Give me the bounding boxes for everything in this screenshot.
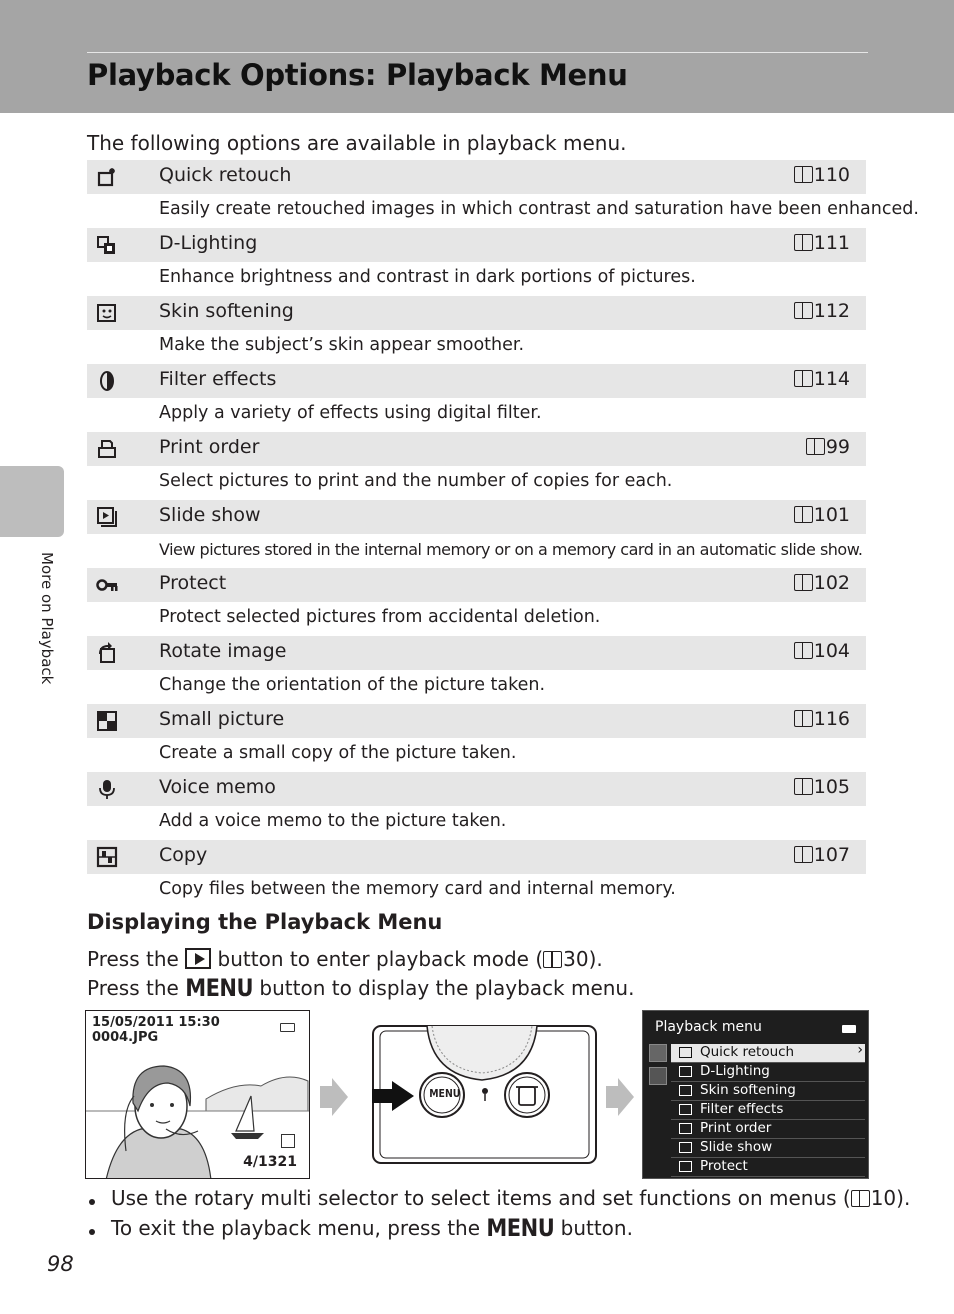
page-ref-icon (794, 642, 813, 659)
print-order-icon (96, 438, 118, 460)
option-description: View pictures stored in the internal memory or on a memory card in an automatic slide show. (159, 540, 863, 559)
bullet-item: Use the rotary multi selector to select items and set functions on menus ( 10). (87, 1186, 887, 1216)
page-ref-icon (794, 370, 813, 387)
playback-menu-item[interactable]: Skin softening (671, 1082, 865, 1101)
menu-tabs (649, 1044, 669, 1174)
page-ref-icon (794, 234, 813, 251)
option-page-ref: 110 (794, 164, 850, 186)
arrow-right-icon (318, 1076, 350, 1118)
option-description: Select pictures to print and the number of copies for each. (159, 471, 673, 491)
side-tab (0, 466, 64, 537)
option-name: Voice memo (159, 776, 276, 798)
option-row-skin-softening (87, 296, 866, 330)
bullet-item: To exit the playback menu, press the MENU button. (87, 1216, 887, 1246)
instruction-line-1: Press the button to enter playback mode ( 30). (87, 947, 603, 971)
rotate-image-icon (96, 642, 118, 664)
option-row-copy (87, 840, 866, 874)
option-description: Apply a variety of effects using digital filter. (159, 403, 542, 423)
setup-tab-icon[interactable] (649, 1067, 667, 1085)
option-name: Protect (159, 572, 227, 594)
option-description-row (87, 398, 866, 432)
playback-menu-item[interactable]: Filter effects (671, 1101, 865, 1120)
option-row-voice-memo (87, 772, 866, 806)
playback-button-icon (185, 948, 211, 969)
option-name: Small picture (159, 708, 285, 730)
option-description-row (87, 262, 866, 296)
option-description-row (87, 330, 866, 364)
option-page-ref: 99 (806, 436, 850, 458)
option-page-ref: 107 (794, 844, 850, 866)
option-description-row (87, 534, 866, 568)
page-ref-icon (794, 302, 813, 319)
playback-tab-icon[interactable] (649, 1044, 667, 1062)
option-name: Print order (159, 436, 260, 458)
option-row-protect (87, 568, 866, 602)
menu-item-icon (679, 1085, 692, 1096)
option-name: Filter effects (159, 368, 277, 390)
intro-text: The following options are available in playback menu. (87, 131, 627, 155)
menu-button-label: MENU (185, 974, 254, 1002)
playback-menu-screen (642, 1010, 869, 1179)
option-name: Slide show (159, 504, 261, 526)
option-name: Rotate image (159, 640, 287, 662)
instruction-line-2: Press the MENU button to display the playback menu. (87, 974, 635, 1002)
page-ref-icon (794, 778, 813, 795)
option-page-ref: 116 (794, 708, 850, 730)
option-page-ref: 114 (794, 368, 850, 390)
camera-screen-info: 15/05/2011 15:30 0004.JPG (92, 1015, 220, 1045)
option-description: Create a small copy of the picture taken. (159, 743, 517, 763)
page-header (0, 0, 954, 113)
menu-item-icon (679, 1161, 692, 1172)
page-ref-icon (794, 574, 813, 591)
option-name: D-Lighting (159, 232, 258, 254)
page-ref-icon (794, 166, 813, 183)
option-row-d-lighting (87, 228, 866, 262)
option-description-row (87, 738, 866, 772)
option-row-quick-retouch (87, 160, 866, 194)
camera-playback-screen (85, 1010, 310, 1179)
option-name: Skin softening (159, 300, 294, 322)
page-ref-icon (794, 710, 813, 727)
option-page-ref: 105 (794, 776, 850, 798)
option-description-row (87, 806, 866, 840)
option-description-row (87, 874, 866, 908)
bullet-list (87, 1186, 911, 1246)
filter-effects-icon (96, 370, 118, 392)
option-description: Change the orientation of the picture taken. (159, 675, 546, 695)
menu-item-icon (679, 1066, 692, 1077)
option-page-ref: 112 (794, 300, 850, 322)
header-rule (87, 52, 868, 53)
option-description: Enhance brightness and contrast in dark portions of pictures. (159, 267, 696, 287)
option-row-slide-show (87, 500, 866, 534)
option-description-row (87, 602, 866, 636)
option-description-row (87, 466, 866, 500)
playback-menu-title: Playback menu (655, 1019, 762, 1035)
option-row-small-picture (87, 704, 866, 738)
quick-retouch-icon (96, 166, 118, 188)
option-page-ref: 101 (794, 504, 850, 526)
arrow-right-icon (604, 1076, 636, 1118)
battery-icon (280, 1023, 295, 1032)
side-tab-label: More on Playback (38, 552, 56, 685)
option-description-row (87, 670, 866, 704)
menu-button[interactable]: MENU (429, 1087, 461, 1100)
menu-item-icon (679, 1104, 692, 1115)
camera-back-illustration (372, 1025, 597, 1164)
protect-key-icon (96, 574, 118, 596)
section-title: Displaying the Playback Menu (87, 910, 443, 934)
menu-item-icon (679, 1047, 692, 1058)
option-name: Copy (159, 844, 208, 866)
playback-menu-item[interactable]: Quick retouch › (671, 1044, 865, 1063)
d-lighting-icon (96, 234, 118, 256)
copy-icon (96, 846, 118, 868)
menu-item-icon (679, 1142, 692, 1153)
page-ref-icon (794, 506, 813, 523)
slide-show-icon (96, 506, 118, 528)
playback-menu-item[interactable]: Protect (671, 1158, 865, 1177)
small-picture-icon (96, 710, 118, 732)
option-row-filter-effects (87, 364, 866, 398)
option-description: Make the subject’s skin appear smoother. (159, 335, 525, 355)
frame-counter: 4/1321 (243, 1154, 297, 1170)
playback-menu-item[interactable]: Print order (671, 1120, 865, 1139)
skin-softening-icon (96, 302, 118, 324)
page-ref-icon (851, 1190, 870, 1207)
page-number: 98 (47, 1252, 74, 1276)
option-description: Add a voice memo to the picture taken. (159, 811, 507, 831)
playback-menu-item[interactable]: D-Lighting (671, 1063, 865, 1082)
option-description: Protect selected pictures from accidental deletion. (159, 607, 601, 627)
option-page-ref: 111 (794, 232, 850, 254)
options-table (87, 160, 919, 908)
page-ref-icon (806, 438, 825, 455)
option-row-print-order (87, 432, 866, 466)
battery-icon (842, 1025, 856, 1033)
option-page-ref: 104 (794, 640, 850, 662)
option-description: Easily create retouched images in which contrast and saturation have been enhanced. (159, 199, 919, 219)
page-ref-icon (794, 846, 813, 863)
option-page-ref: 102 (794, 572, 850, 594)
menu-item-icon (679, 1123, 692, 1134)
page-ref-icon (543, 951, 562, 968)
image-size-icon (281, 1134, 295, 1148)
option-description-row (87, 194, 919, 228)
option-row-rotate-image (87, 636, 866, 670)
option-description: Copy files between the memory card and internal memory. (159, 879, 676, 899)
menu-button-label: MENU (486, 1214, 555, 1242)
playback-menu-item[interactable]: Slide show (671, 1139, 865, 1158)
option-name: Quick retouch (159, 164, 292, 186)
voice-memo-icon (96, 778, 118, 800)
playback-menu-list (671, 1044, 865, 1177)
page-title: Playback Options: Playback Menu (87, 58, 628, 92)
